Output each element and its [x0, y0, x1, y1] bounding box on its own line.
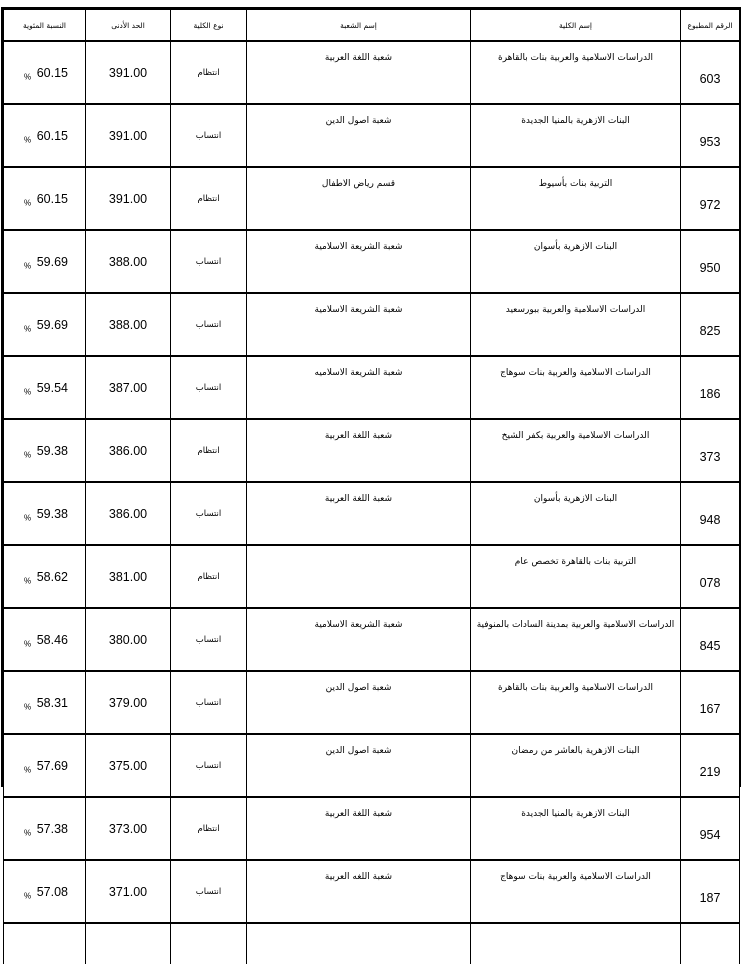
cell-college: البنات الازهرية بأسوان: [471, 230, 681, 293]
cell-type: انتساب: [171, 230, 247, 293]
cell-branch: شعبة الشريعة الاسلامية: [247, 293, 471, 356]
cell-type: انتظام: [171, 167, 247, 230]
table-row: [4, 608, 740, 671]
percent-value: 58.46: [36, 632, 68, 647]
empty-cell: [247, 923, 471, 964]
cell-percent: [4, 482, 86, 545]
cell-percent: [4, 419, 86, 482]
cell-type: انتساب: [171, 671, 247, 734]
header-branch: إسم الشعبة: [247, 10, 471, 42]
header-college: إسم الكلية: [471, 10, 681, 42]
cell-type: انتظام: [171, 419, 247, 482]
cell-number: 219: [681, 734, 740, 797]
cell-percent: [4, 734, 86, 797]
percent-value: 57.08: [36, 884, 68, 899]
cell-min: 388.00: [86, 293, 171, 356]
cell-percent: [4, 167, 86, 230]
percent-sign: %: [24, 261, 32, 271]
table-row: [4, 482, 740, 545]
cell-college: الدراسات الاسلامية والعربية بمدينة السادات بالمنوفية: [471, 608, 681, 671]
cell-percent: [4, 608, 86, 671]
cell-number: 167: [681, 671, 740, 734]
table-row: [4, 734, 740, 797]
header-min: الحد الأدنى: [86, 10, 171, 42]
cell-type: انتساب: [171, 293, 247, 356]
cell-min: 381.00: [86, 545, 171, 608]
table-row: [4, 545, 740, 608]
cell-min: 379.00: [86, 671, 171, 734]
cell-type: انتساب: [171, 356, 247, 419]
cell-college: الدراسات الاسلامية والعربية بنات بالقاهرة: [471, 671, 681, 734]
cell-min: 373.00: [86, 797, 171, 860]
percent-sign: %: [24, 576, 32, 586]
header-percent: النسبة المئوية: [4, 10, 86, 42]
percent-sign: %: [24, 765, 32, 775]
cell-min: 391.00: [86, 167, 171, 230]
cell-min: 387.00: [86, 356, 171, 419]
percent-value: 59.69: [36, 254, 68, 269]
table-header-row: [4, 10, 740, 42]
cell-number: 603: [681, 41, 740, 104]
cell-number: 948: [681, 482, 740, 545]
header-type: نوع الكلية: [171, 10, 247, 42]
cell-branch: شعبة اللغة العربية: [247, 797, 471, 860]
table-row: [4, 860, 740, 923]
cell-number: 825: [681, 293, 740, 356]
cell-type: انتساب: [171, 482, 247, 545]
table-row-partial: [4, 923, 740, 964]
percent-value: 58.31: [36, 695, 68, 710]
table-row: [4, 419, 740, 482]
cell-number: 187: [681, 860, 740, 923]
cell-min: 386.00: [86, 482, 171, 545]
results-table: [3, 9, 740, 964]
cell-branch: قسم رياض الاطفال: [247, 167, 471, 230]
cell-branch: شعبة اصول الدين: [247, 671, 471, 734]
cell-min: 386.00: [86, 419, 171, 482]
cell-type: انتساب: [171, 608, 247, 671]
cell-college: الدراسات الاسلامية والعربية بنات بالقاهرة: [471, 41, 681, 104]
cell-number: 953: [681, 104, 740, 167]
cell-college: الدراسات الاسلامية والعربية بكفر الشيخ: [471, 419, 681, 482]
cell-number: 972: [681, 167, 740, 230]
cell-college: الدراسات الاسلامية والعربية ببورسعيد: [471, 293, 681, 356]
percent-sign: %: [24, 387, 32, 397]
cell-branch: شعبة الشريعة الاسلامية: [247, 230, 471, 293]
table-row: [4, 41, 740, 104]
cell-percent: [4, 41, 86, 104]
cell-college: البنات الازهرية بالمنيا الجديدة: [471, 104, 681, 167]
table-row: [4, 293, 740, 356]
percent-sign: %: [24, 828, 32, 838]
cell-college: البنات الازهرية بالعاشر من رمضان: [471, 734, 681, 797]
percent-sign: %: [24, 450, 32, 460]
cell-branch: شعبة اصول الدين: [247, 734, 471, 797]
cell-branch: شعبة الشريعة الاسلاميه: [247, 356, 471, 419]
percent-value: 60.15: [36, 128, 68, 143]
cell-percent: [4, 671, 86, 734]
cell-type: انتساب: [171, 104, 247, 167]
cell-branch: [247, 545, 471, 608]
cell-min: 375.00: [86, 734, 171, 797]
table-row: [4, 230, 740, 293]
cell-college: البنات الازهرية بالمنيا الجديدة: [471, 797, 681, 860]
cell-min: 388.00: [86, 230, 171, 293]
cell-type: انتساب: [171, 860, 247, 923]
cell-type: انتظام: [171, 41, 247, 104]
empty-cell: [171, 923, 247, 964]
percent-value: 59.38: [36, 443, 68, 458]
cell-percent: [4, 545, 86, 608]
cell-branch: شعبة اللغة العربية: [247, 482, 471, 545]
percent-value: 59.69: [36, 317, 68, 332]
percent-value: 60.15: [36, 191, 68, 206]
cell-number: 373: [681, 419, 740, 482]
cell-type: انتظام: [171, 797, 247, 860]
percent-value: 57.69: [36, 758, 68, 773]
cell-college: التربية بنات بالقاهرة تخصص عام: [471, 545, 681, 608]
cell-branch: شعبة اصول الدين: [247, 104, 471, 167]
cell-college: الدراسات الاسلامية والعربية بنات سوهاج: [471, 860, 681, 923]
table-row: [4, 797, 740, 860]
empty-cell: [681, 923, 740, 964]
empty-cell: [4, 923, 86, 964]
percent-value: 59.54: [36, 380, 68, 395]
cell-branch: شعبة اللغه العربية: [247, 860, 471, 923]
percent-value: 60.15: [36, 65, 68, 80]
empty-cell: [86, 923, 171, 964]
cell-min: 380.00: [86, 608, 171, 671]
table-row: [4, 104, 740, 167]
empty-cell: [471, 923, 681, 964]
cell-branch: شعبة اللغة العربية: [247, 419, 471, 482]
cell-number: 186: [681, 356, 740, 419]
percent-value: 57.38: [36, 821, 68, 836]
table-row: [4, 671, 740, 734]
percent-sign: %: [24, 513, 32, 523]
table-row: [4, 167, 740, 230]
table-row: [4, 356, 740, 419]
cell-percent: [4, 104, 86, 167]
percent-sign: %: [24, 891, 32, 901]
cell-type: انتساب: [171, 734, 247, 797]
cell-number: 954: [681, 797, 740, 860]
cell-percent: [4, 860, 86, 923]
cell-min: 371.00: [86, 860, 171, 923]
cell-college: الدراسات الاسلامية والعربية بنات سوهاج: [471, 356, 681, 419]
cell-branch: شعبة الشريعة الاسلامية: [247, 608, 471, 671]
cell-number: 950: [681, 230, 740, 293]
cell-percent: [4, 230, 86, 293]
percent-sign: %: [24, 198, 32, 208]
cell-min: 391.00: [86, 41, 171, 104]
cell-percent: [4, 293, 86, 356]
percent-value: 59.38: [36, 506, 68, 521]
cell-min: 391.00: [86, 104, 171, 167]
cell-college: التربية بنات بأسيوط: [471, 167, 681, 230]
percent-value: 58.62: [36, 569, 68, 584]
cell-branch: شعبة اللغة العربية: [247, 41, 471, 104]
cell-type: انتظام: [171, 545, 247, 608]
cell-number: 078: [681, 545, 740, 608]
cell-percent: [4, 797, 86, 860]
percent-sign: %: [24, 72, 32, 82]
percent-sign: %: [24, 702, 32, 712]
percent-sign: %: [24, 639, 32, 649]
percent-sign: %: [24, 324, 32, 334]
header-number: الرقم المطبوع: [681, 10, 740, 42]
cell-college: البنات الازهرية بأسوان: [471, 482, 681, 545]
cell-percent: [4, 356, 86, 419]
table-body: [4, 41, 740, 964]
cell-number: 845: [681, 608, 740, 671]
percent-sign: %: [24, 135, 32, 145]
